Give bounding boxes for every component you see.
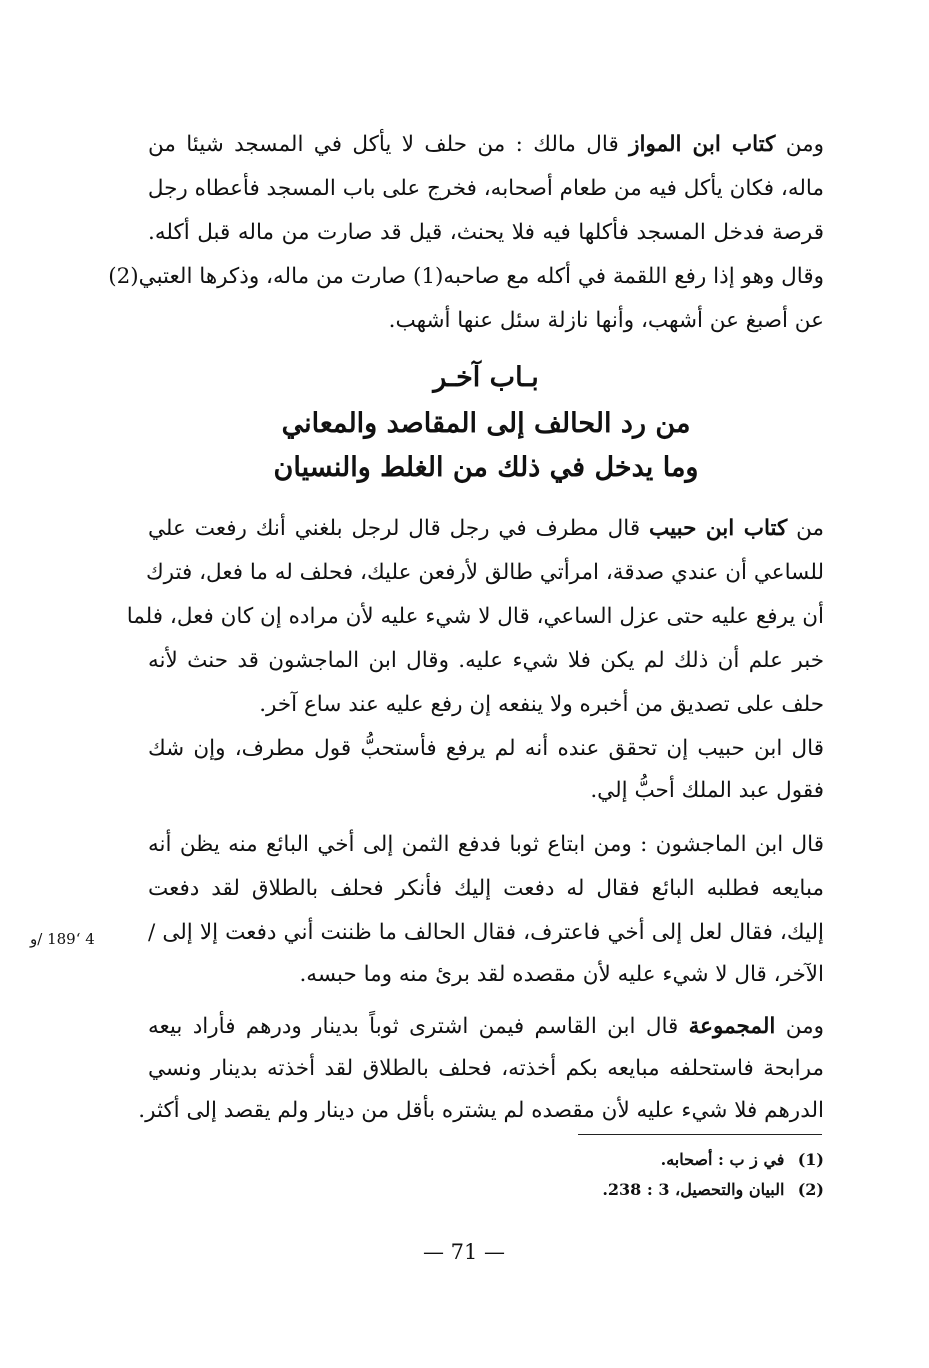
footnote-divider	[578, 1134, 822, 1135]
text-line	[148, 1056, 824, 1081]
text-line	[148, 648, 824, 673]
line-text: قال مطرف في رجل قال لرجل بلغني أنك رفعت علي	[148, 516, 649, 541]
text-line	[148, 132, 824, 157]
text-line	[148, 308, 824, 333]
text-line	[148, 176, 824, 201]
footnote-1	[420, 1150, 824, 1169]
text-line	[148, 832, 824, 857]
line-text: وقال وهو إذا رفع اللقمة في أكله مع صاحبه(1) صارت من ماله، وذكرها العتبي(2)	[108, 264, 824, 289]
page-number: — 71 —	[422, 1240, 506, 1264]
text-line	[148, 876, 824, 901]
line-text: الآخر، قال لا شيء عليه لأن مقصده لقد برئ منه وما حبسه.	[299, 962, 824, 987]
line-text: مرابحة فاستحلفه مبايعه بكم أخذته، فحلف بالطلاق لقد أخذته بدينار ونسي	[148, 1056, 824, 1081]
footnote-number: (1)	[797, 1150, 824, 1169]
footnote-number: (2)	[797, 1180, 824, 1199]
line-text: قال ابن حبيب إن تحقق عنده أنه لم يرفع فأستحبُّ قول مطرف، وإن شك	[148, 736, 824, 761]
line-text: من	[787, 516, 825, 541]
text-line	[148, 736, 824, 761]
source-title: كتاب ابن حبيب	[649, 516, 788, 541]
line-text: الدرهم فلا شيء عليه لأن مقصده لم يشتره بأقل من دينار ولم يقصد إلى أكثر.	[138, 1098, 824, 1123]
footnote-2	[420, 1180, 824, 1199]
line-text: حلف على تصديق من أخبره ولا ينفعه إن رفع عليه عند ساع آخر.	[259, 692, 824, 717]
text-line	[148, 1014, 824, 1039]
line-text: فقول عبد الملك أحبُّ إلي.	[590, 778, 824, 803]
text-line	[148, 962, 824, 987]
text-line	[148, 220, 824, 245]
line-text: قرصة فدخل المسجد فأكلها فيه فلا يحنث، قيل قد صارت من ماله قبل أكله.	[148, 220, 824, 245]
line-text: للساعي أن عندي صدقة، امرأتي طالق لأرفعن عليك، فحلف له ما فعل، فترك	[145, 560, 824, 585]
line-text: إليك، فقال لعل إلى أخي فاعترف، فقال الحالف ما ظننت أني دفعت إلا إلى /	[148, 920, 824, 945]
line-text: قال ابن القاسم فيمن اشترى ثوباً بدينار ودرهم فأراد بيعه	[148, 1014, 689, 1039]
text-line	[145, 560, 824, 585]
line-text: عن أصبغ عن أشهب، وأنها نازلة سئل عنها أشهب.	[388, 308, 824, 333]
folio-margin-note: 4 ‘189 /و	[30, 930, 95, 948]
footnote-text: في ز ب : أصحابه.	[660, 1150, 785, 1169]
source-title: كتاب ابن المواز	[629, 132, 776, 157]
text-line	[126, 604, 824, 629]
text-line	[148, 516, 824, 541]
line-text: مبايعه فطلبه البائع فقال له دفعت إليك فأنكر فحلف بالطلاق لقد دفعت	[148, 876, 824, 901]
line-text: خبر علم أن ذلك لم يكن فلا شيء عليه. وقال ابن الماجشون قد حنث لأنه	[148, 648, 824, 673]
line-text: قال ابن الماجشون : ومن ابتاع ثوبا فدفع الثمن إلى أخي البائع منه يظن أنه	[148, 832, 824, 857]
text-line	[148, 692, 824, 717]
text-line	[148, 920, 824, 945]
text-line	[148, 778, 824, 803]
chapter-heading-line-3: وما يدخل في ذلك من الغلط والنسيان	[273, 452, 699, 483]
line-text: ومن	[775, 1014, 824, 1039]
text-line	[108, 264, 824, 289]
text-line	[138, 1098, 824, 1123]
line-text: أن يرفع عليه حتى عزل الساعي، قال لا شيء عليه لأن مراده إن كان فعل، فلما	[126, 604, 824, 629]
line-text: ماله، فكان يأكل فيه من طعام أصحابه، فخرج على باب المسجد فأعطاه رجل	[147, 176, 824, 201]
chapter-heading-line-2: من رد الحالف إلى المقاصد والمعاني	[281, 408, 691, 439]
footnote-text: البيان والتحصيل، 3 : 238.	[602, 1180, 785, 1199]
source-title: المجموعة	[688, 1014, 776, 1039]
chapter-heading-line-1: بـاب آخـر	[433, 362, 539, 393]
line-text: قال مالك : من حلف لا يأكل في المسجد شيئا من	[148, 132, 630, 157]
line-text: ومن	[775, 132, 824, 157]
